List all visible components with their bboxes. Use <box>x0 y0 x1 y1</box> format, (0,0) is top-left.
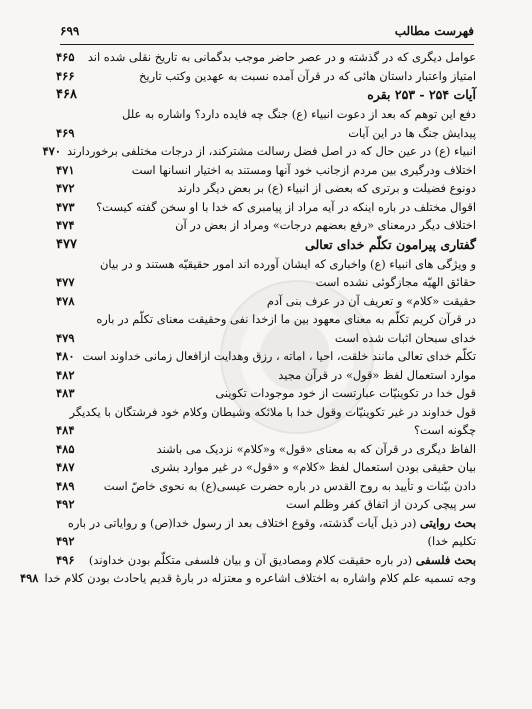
entry-page-number: ۴۷۲ <box>56 181 75 195</box>
toc-heading-row <box>56 235 476 255</box>
entry-page-number: ۴۷۸ <box>56 293 75 308</box>
toc-entry <box>56 458 476 477</box>
entry-page-number: ۴۷۹ <box>56 330 75 345</box>
entry-text: بحث روایتی (در ذیل آیات گذشته، وقوع اختلاف بعد از رسول خدا(ص) و روایاتی در باره <box>67 515 476 530</box>
toc-entry <box>56 384 476 403</box>
entry-text: بحث فلسفی (در باره حقیقت کلام ومصادیق آن و بیان فلسفی متکلّم بودن خداوند) <box>88 552 476 567</box>
entry-text: اختلاف دیگر درمعنای «رفع بعضهم درجات» ومراد از بعض در آن <box>175 218 476 232</box>
entry-page-number: ۴۸۲ <box>56 367 75 382</box>
entry-text: آیات ۲۵۴ - ۲۵۳ بقره <box>367 87 476 102</box>
toc-entry <box>56 477 476 496</box>
toc-entry <box>56 347 476 366</box>
entry-page-number: ۴۸۷ <box>56 460 75 474</box>
toc-entry <box>56 329 476 348</box>
toc-entry <box>56 216 476 235</box>
entry-page-number: ۴۷۷ <box>56 236 77 252</box>
toc-entry <box>56 198 476 217</box>
entry-text: در قرآن کریم تکلّم به معنای معهود بین ما ازخدا نفی وحقیقت معنای تکلّم در باره <box>96 312 476 326</box>
toc-entry <box>56 124 476 143</box>
toc-entry <box>19 569 476 588</box>
entry-text: موارد استعمال لفظ «قول» در قرآن مجید <box>278 367 476 382</box>
entry-page-number: ۴۷۱ <box>56 162 75 177</box>
entry-text: قول خدا در تکوینیّات عبارتست از خود موجودات تکوینی <box>215 386 476 400</box>
toc-entry <box>56 273 476 292</box>
entry-page-number: ۴۷۰ <box>42 144 61 158</box>
entry-page-number: ۴۷۳ <box>56 199 75 214</box>
entry-text: عوامل دیگری که در گذشته و در عصر حاضر موجب بدگمانی به تاریخ نقلی شده اند <box>87 50 476 64</box>
toc-entry <box>56 514 476 533</box>
entry-text: دادن بیّنات و تأیید به روح القدس در باره حضرت عیسی(ع) به نحوی خاصّ است <box>103 478 476 493</box>
toc-entry <box>56 403 476 422</box>
entry-text: بیان حقیقی بودن استعمال لفظ «کلام» و «قول» در غیر موارد بشری <box>150 460 476 474</box>
entry-page-number: ۴۷۴ <box>56 218 75 232</box>
toc-entry <box>56 310 476 329</box>
entry-page-number: ۴۹۶ <box>56 552 75 567</box>
entry-text: دونوع فضیلت و برتری که بعضی از انبیاء (ع) بر بعض دیگر دارند <box>177 181 476 195</box>
entry-text: سر پیچی کردن از اتفاق کفر وظلم است <box>285 497 476 511</box>
entry-page-number: ۴۸۹ <box>56 478 75 493</box>
toc-entry <box>56 551 476 570</box>
toc-entry <box>56 495 476 514</box>
page-header <box>60 24 474 45</box>
entry-text: اختلاف ودرگیری بین مردم ازجانب خود آنها ومستند به اختیار انسانها است <box>131 162 476 177</box>
toc-entry <box>42 142 476 161</box>
entry-text: انبیاء (ع) در عین حال که در اصل فضل رسالت مشترکند، از درجات مختلفی برخوردارند <box>66 144 476 158</box>
entry-text: خدای سبحان اثبات شده است <box>334 330 476 345</box>
entry-text: امتیاز واعتبار داستان هائی که در قرآن آمده نسبت به عهدین وکتب تاریخ <box>139 68 476 83</box>
table-of-contents <box>19 48 476 588</box>
toc-entry <box>56 67 476 86</box>
toc-entry <box>56 105 476 124</box>
entry-text: پیدایش جنگ ها در این آیات <box>348 125 476 140</box>
toc-entry <box>56 532 476 551</box>
toc-heading-row <box>56 85 476 105</box>
entry-text: قول خداوند در غیر تکوینیّات وقول خدا با ملائکه وشیطان وکلام خود فرشتگان با یکدیگر <box>69 404 476 419</box>
entry-page-number: ۴۸۳ <box>56 386 75 400</box>
toc-entry <box>56 366 476 385</box>
entry-page-number: ۴۶۵ <box>56 50 75 64</box>
entry-text: دفع این توهم که بعد از دعوت انبیاء (ع) جنگ چه فایده دارد؟ واشاره به علل <box>122 107 476 121</box>
entry-page-number: ۴۹۸ <box>19 571 39 585</box>
page-number: ۶۹۹ <box>60 24 80 38</box>
entry-page-number: ۴۶۹ <box>56 125 75 140</box>
toc-entry <box>56 255 476 274</box>
entry-text: الفاظ دیگری در قرآن که به معنای «قول» و«کلام» نزدیک می باشند <box>156 441 476 456</box>
entry-page-number: ۴۸۵ <box>56 441 75 456</box>
entry-page-number: ۴۸۴ <box>56 423 75 437</box>
entry-text: اقوال مختلف در باره اینکه در آیه مراد از پیامبری که خدا با او سخن گفته کیست؟ <box>96 199 476 214</box>
entry-page-number: ۴۷۷ <box>56 275 75 289</box>
entry-page-number: ۴۹۲ <box>56 497 75 511</box>
toc-entry <box>56 292 476 311</box>
toc-entry <box>56 179 476 198</box>
entry-text: و ویژگی های انبیاء (ع) واخباری که ایشان آورده اند امور حقیقیّه هستند و در بیان <box>100 256 476 271</box>
entry-page-number: ۴۸۰ <box>56 349 75 363</box>
entry-page-number: ۴۶۸ <box>56 87 77 102</box>
entry-page-number: ۴۹۲ <box>56 534 75 548</box>
entry-text: تکلیم خدا) <box>427 534 476 548</box>
toc-entry <box>56 161 476 180</box>
entry-text: گفتاری پیرامون تکلّم خدای تعالی <box>305 236 476 252</box>
toc-entry <box>56 421 476 440</box>
toc-entry <box>56 48 476 67</box>
entry-page-number: ۴۶۶ <box>56 68 75 83</box>
running-title: فهرست مطالب <box>394 24 474 38</box>
entry-text: تکلّم خدای تعالی مانند خلقت، احیا ، اماته ، رزق وهدایت ازافعال زمانی خداوند است <box>82 349 476 363</box>
entry-text: چگونه است؟ <box>413 423 476 437</box>
toc-entry <box>56 440 476 459</box>
entry-text: حقائق الهیّه مجازگوئی نشده است <box>315 275 476 289</box>
entry-text: وجه تسمیه علم کلام واشاره به اختلاف اشاعره و معتزله در بارهٔ قدیم یاحادث بودن کلام خدا <box>44 571 476 585</box>
entry-text: حقیقت «کلام» و تعریف آن در عرف بنی آدم <box>266 293 476 308</box>
